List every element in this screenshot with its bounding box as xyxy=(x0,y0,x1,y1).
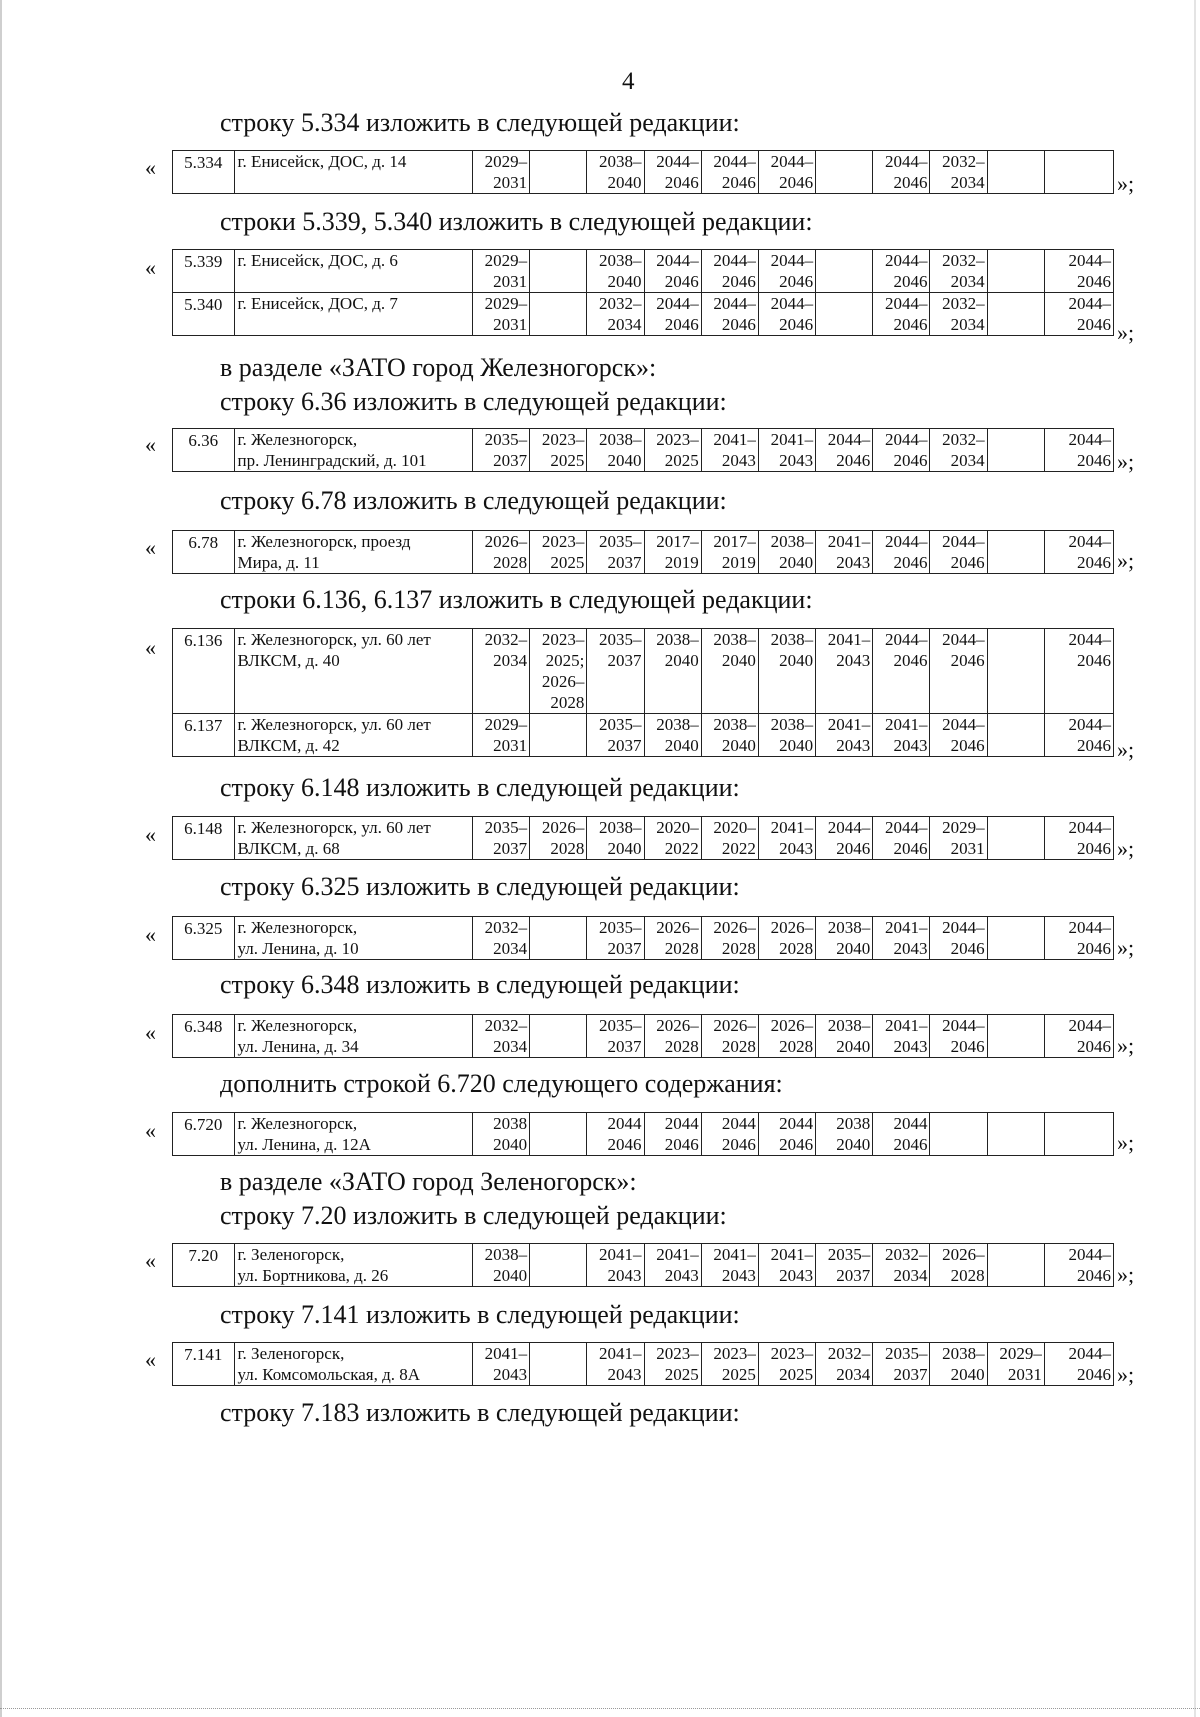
year-cell: 2023– 2025 xyxy=(530,429,587,472)
year-cell: 2035– 2037 xyxy=(587,1015,644,1058)
instruction-6-720: дополнить строкой 6.720 следующего содержания: xyxy=(220,1069,783,1098)
row-number: 6.78 xyxy=(173,531,235,574)
year-cell: 2026– 2028 xyxy=(758,1015,815,1058)
instruction-6-348: строку 6.348 изложить в следующей редакции: xyxy=(220,970,740,999)
address-line: г. Енисейск, ДОС, д. 14 xyxy=(237,152,407,171)
address-line: ВЛКСМ, д. 40 xyxy=(237,651,340,670)
year-cell: 2041– 2043 xyxy=(816,531,873,574)
table-row xyxy=(173,429,1114,472)
amendment-table-6-348 xyxy=(172,1014,1114,1058)
year-cell: 2044 2046 xyxy=(758,1113,815,1156)
year-cell: 2023– 2025 xyxy=(644,1343,701,1386)
year-cell xyxy=(1044,1113,1113,1156)
table-row xyxy=(173,1244,1114,1287)
year-cell: 2029– 2031 xyxy=(930,817,987,860)
year-cell: 2038– 2040 xyxy=(701,714,758,757)
year-cell xyxy=(987,293,1044,336)
year-cell: 2041– 2043 xyxy=(873,917,930,960)
year-cell xyxy=(530,1244,587,1287)
year-cell xyxy=(987,917,1044,960)
year-cell: 2044– 2046 xyxy=(873,250,930,293)
address-cell xyxy=(234,917,472,960)
address-cell xyxy=(234,714,472,757)
year-cell xyxy=(987,531,1044,574)
address-line: г. Железногорск, ул. 60 лет xyxy=(237,630,431,649)
close-quote: »; xyxy=(1117,1362,1135,1387)
address-cell xyxy=(234,531,472,574)
close-quote: »; xyxy=(1117,171,1135,196)
open-quote: « xyxy=(145,1118,156,1143)
year-cell: 2044– 2046 xyxy=(1044,250,1113,293)
year-cell: 2044– 2046 xyxy=(701,293,758,336)
year-cell: 2026– 2028 xyxy=(644,917,701,960)
year-cell: 2044– 2046 xyxy=(644,293,701,336)
year-cell: 2023– 2025 xyxy=(701,1343,758,1386)
open-quote: « xyxy=(145,535,156,560)
instruction-6-78: строку 6.78 изложить в следующей редакции: xyxy=(220,486,727,515)
year-cell: 2038– 2040 xyxy=(587,151,644,194)
year-cell xyxy=(987,1244,1044,1287)
year-cell: 2041– 2043 xyxy=(587,1343,644,1386)
year-cell xyxy=(987,429,1044,472)
open-quote: « xyxy=(145,1020,156,1045)
year-cell: 2038– 2040 xyxy=(644,629,701,714)
year-cell: 2032– 2034 xyxy=(587,293,644,336)
close-quote: »; xyxy=(1117,1033,1135,1058)
amendment-table-6-148 xyxy=(172,816,1114,860)
year-cell: 2023– 2025; 2026– 2028 xyxy=(530,629,587,714)
year-cell xyxy=(987,817,1044,860)
close-quote: »; xyxy=(1117,737,1135,762)
year-cell: 2044– 2046 xyxy=(1044,1244,1113,1287)
amendment-table-7-141 xyxy=(172,1342,1114,1386)
year-cell: 2029– 2031 xyxy=(472,151,529,194)
row-number: 6.136 xyxy=(173,629,235,714)
table-row xyxy=(173,629,1114,714)
year-cell xyxy=(816,293,873,336)
address-line: г. Железногорск, ул. 60 лет xyxy=(237,715,431,734)
year-cell xyxy=(530,1343,587,1386)
table-row xyxy=(173,1343,1114,1386)
year-cell: 2029– 2031 xyxy=(987,1343,1044,1386)
row-number: 6.36 xyxy=(173,429,235,472)
address-line: г. Енисейск, ДОС, д. 7 xyxy=(237,294,398,313)
year-cell: 2032– 2034 xyxy=(930,151,987,194)
table-row xyxy=(173,1113,1114,1156)
table-row xyxy=(173,531,1114,574)
year-cell: 2044– 2046 xyxy=(1044,714,1113,757)
address-line: г. Зеленогорск, xyxy=(237,1245,345,1264)
year-cell: 2032– 2034 xyxy=(472,917,529,960)
address-cell xyxy=(234,817,472,860)
address-line: г. Железногорск, xyxy=(237,430,358,449)
year-cell xyxy=(987,629,1044,714)
year-cell: 2044– 2046 xyxy=(873,151,930,194)
year-cell: 2023– 2025 xyxy=(644,429,701,472)
year-cell: 2038– 2040 xyxy=(816,917,873,960)
year-cell: 2044– 2046 xyxy=(644,151,701,194)
year-cell: 2038– 2040 xyxy=(587,817,644,860)
amendment-table-6-36 xyxy=(172,428,1114,472)
year-cell xyxy=(1044,151,1113,194)
address-line: г. Железногорск, xyxy=(237,918,358,937)
year-cell: 2035– 2037 xyxy=(873,1343,930,1386)
year-cell: 2038– 2040 xyxy=(472,1244,529,1287)
year-cell: 2041– 2043 xyxy=(644,1244,701,1287)
bottom-scan-edge xyxy=(0,1708,1200,1710)
year-cell: 2041– 2043 xyxy=(701,429,758,472)
open-quote: « xyxy=(145,922,156,947)
year-cell: 2044– 2046 xyxy=(758,293,815,336)
address-line: г. Железногорск, xyxy=(237,1016,358,1035)
close-quote: »; xyxy=(1117,935,1135,960)
address-cell xyxy=(234,1113,472,1156)
table-row xyxy=(173,917,1114,960)
address-cell xyxy=(234,1244,472,1287)
year-cell: 2029– 2031 xyxy=(472,250,529,293)
instruction-7-183: строку 7.183 изложить в следующей редакции: xyxy=(220,1398,740,1427)
year-cell: 2038– 2040 xyxy=(758,531,815,574)
year-cell: 2023– 2025 xyxy=(530,531,587,574)
year-cell: 2035– 2037 xyxy=(587,714,644,757)
address-line: пр. Ленинградский, д. 101 xyxy=(237,451,427,470)
address-cell xyxy=(234,151,472,194)
instruction-6-136-6-137: строки 6.136, 6.137 изложить в следующей редакции: xyxy=(220,585,813,614)
row-number: 7.141 xyxy=(173,1343,235,1386)
year-cell: 2044– 2046 xyxy=(701,151,758,194)
row-number: 6.348 xyxy=(173,1015,235,1058)
year-cell xyxy=(530,714,587,757)
row-number: 6.720 xyxy=(173,1113,235,1156)
year-cell: 2038– 2040 xyxy=(701,629,758,714)
year-cell: 2044– 2046 xyxy=(930,714,987,757)
year-cell: 2041– 2043 xyxy=(873,1015,930,1058)
amendment-table-6-325 xyxy=(172,916,1114,960)
year-cell: 2044– 2046 xyxy=(873,817,930,860)
close-quote: »; xyxy=(1117,836,1135,861)
close-quote: »; xyxy=(1117,449,1135,474)
year-cell: 2038 2040 xyxy=(816,1113,873,1156)
page-number: 4 xyxy=(622,68,635,95)
year-cell xyxy=(987,250,1044,293)
year-cell: 2023– 2025 xyxy=(758,1343,815,1386)
address-line: г. Железногорск, проезд xyxy=(237,532,411,551)
year-cell: 2041– 2043 xyxy=(701,1244,758,1287)
instruction-5-334: строку 5.334 изложить в следующей редакции: xyxy=(220,108,740,137)
address-line: ВЛКСМ, д. 42 xyxy=(237,736,340,755)
year-cell: 2035– 2037 xyxy=(472,817,529,860)
year-cell: 2026– 2028 xyxy=(644,1015,701,1058)
amendment-table-7-20 xyxy=(172,1243,1114,1287)
amendment-table-6-78 xyxy=(172,530,1114,574)
close-quote: »; xyxy=(1117,548,1135,573)
year-cell xyxy=(816,151,873,194)
table-row xyxy=(173,250,1114,293)
year-cell: 2044– 2046 xyxy=(930,917,987,960)
year-cell: 2032– 2034 xyxy=(930,250,987,293)
year-cell: 2035– 2037 xyxy=(587,917,644,960)
table-row xyxy=(173,151,1114,194)
close-quote: »; xyxy=(1117,1262,1135,1287)
year-cell: 2032– 2034 xyxy=(472,1015,529,1058)
year-cell: 2026– 2028 xyxy=(530,817,587,860)
year-cell: 2044– 2046 xyxy=(1044,817,1113,860)
year-cell: 2026– 2028 xyxy=(701,917,758,960)
year-cell: 2044– 2046 xyxy=(930,531,987,574)
instruction-5-339-5-340: строки 5.339, 5.340 изложить в следующей редакции: xyxy=(220,207,813,236)
year-cell: 2029– 2031 xyxy=(472,293,529,336)
address-line: ул. Ленина, д. 10 xyxy=(237,939,359,958)
year-cell: 2044 2046 xyxy=(587,1113,644,1156)
year-cell: 2044 2046 xyxy=(873,1113,930,1156)
year-cell: 2038– 2040 xyxy=(816,1015,873,1058)
year-cell: 2041– 2043 xyxy=(587,1244,644,1287)
year-cell: 2041– 2043 xyxy=(816,629,873,714)
instruction-6-148: строку 6.148 изложить в следующей редакции: xyxy=(220,773,740,802)
year-cell xyxy=(530,250,587,293)
open-quote: « xyxy=(145,155,156,180)
address-line: ул. Комсомольская, д. 8А xyxy=(237,1365,420,1384)
amendment-table-6-136-6-137 xyxy=(172,628,1114,757)
address-line: ул. Ленина, д. 34 xyxy=(237,1037,359,1056)
year-cell: 2044 2046 xyxy=(644,1113,701,1156)
address-cell xyxy=(234,250,472,293)
address-cell xyxy=(234,629,472,714)
year-cell xyxy=(530,917,587,960)
year-cell: 2038– 2040 xyxy=(587,250,644,293)
address-line: г. Зеленогорск, xyxy=(237,1344,345,1363)
year-cell xyxy=(987,714,1044,757)
year-cell: 2044– 2046 xyxy=(1044,429,1113,472)
close-quote: »; xyxy=(1117,1130,1135,1155)
year-cell: 2044– 2046 xyxy=(1044,917,1113,960)
table-row xyxy=(173,293,1114,336)
year-cell: 2035– 2037 xyxy=(472,429,529,472)
open-quote: « xyxy=(145,1347,156,1372)
year-cell: 2041– 2043 xyxy=(758,817,815,860)
instruction-6-36: строку 6.36 изложить в следующей редакции: xyxy=(220,387,727,416)
row-number: 5.339 xyxy=(173,250,235,293)
year-cell: 2020– 2022 xyxy=(701,817,758,860)
year-cell xyxy=(530,1015,587,1058)
table-row xyxy=(173,1015,1114,1058)
amendment-table-5-334 xyxy=(172,150,1114,194)
year-cell: 2044 2046 xyxy=(701,1113,758,1156)
year-cell xyxy=(530,293,587,336)
year-cell: 2032– 2034 xyxy=(930,293,987,336)
year-cell: 2017– 2019 xyxy=(701,531,758,574)
year-cell: 2032– 2034 xyxy=(816,1343,873,1386)
address-line: Мира, д. 11 xyxy=(237,553,320,572)
year-cell: 2026– 2028 xyxy=(758,917,815,960)
year-cell: 2026– 2028 xyxy=(472,531,529,574)
address-line: г. Железногорск, xyxy=(237,1114,358,1133)
year-cell: 2044– 2046 xyxy=(816,429,873,472)
year-cell: 2041– 2043 xyxy=(758,429,815,472)
year-cell: 2038– 2040 xyxy=(758,629,815,714)
open-quote: « xyxy=(145,255,156,280)
year-cell: 2032– 2034 xyxy=(873,1244,930,1287)
year-cell: 2044– 2046 xyxy=(873,293,930,336)
open-quote: « xyxy=(145,822,156,847)
address-line: ул. Ленина, д. 12А xyxy=(237,1135,371,1154)
amendment-table-5-339-5-340 xyxy=(172,249,1114,336)
year-cell: 2044– 2046 xyxy=(816,817,873,860)
year-cell: 2044– 2046 xyxy=(1044,1015,1113,1058)
year-cell xyxy=(930,1113,987,1156)
year-cell: 2029– 2031 xyxy=(472,714,529,757)
section-heading-zheleznogorsk: в разделе «ЗАТО город Железногорск»: xyxy=(220,353,657,382)
year-cell xyxy=(530,151,587,194)
year-cell: 2044– 2046 xyxy=(873,531,930,574)
address-line: г. Енисейск, ДОС, д. 6 xyxy=(237,251,398,270)
row-number: 7.20 xyxy=(173,1244,235,1287)
year-cell: 2041– 2043 xyxy=(873,714,930,757)
instruction-6-325: строку 6.325 изложить в следующей редакции: xyxy=(220,872,740,901)
year-cell: 2041– 2043 xyxy=(472,1343,529,1386)
page-right-edge xyxy=(1194,0,1196,1717)
year-cell: 2026– 2028 xyxy=(701,1015,758,1058)
year-cell: 2044– 2046 xyxy=(873,429,930,472)
year-cell: 2044– 2046 xyxy=(701,250,758,293)
year-cell: 2044– 2046 xyxy=(758,250,815,293)
page-left-edge xyxy=(0,0,2,1717)
instruction-7-20: строку 7.20 изложить в следующей редакции: xyxy=(220,1201,727,1230)
year-cell: 2038– 2040 xyxy=(587,429,644,472)
year-cell: 2044– 2046 xyxy=(1044,629,1113,714)
year-cell: 2035– 2037 xyxy=(587,629,644,714)
year-cell: 2020– 2022 xyxy=(644,817,701,860)
address-cell xyxy=(234,429,472,472)
year-cell: 2044– 2046 xyxy=(930,629,987,714)
year-cell xyxy=(816,250,873,293)
row-number: 6.148 xyxy=(173,817,235,860)
year-cell: 2038– 2040 xyxy=(758,714,815,757)
year-cell: 2041– 2043 xyxy=(758,1244,815,1287)
address-line: ВЛКСМ, д. 68 xyxy=(237,839,340,858)
address-line: г. Железногорск, ул. 60 лет xyxy=(237,818,431,837)
open-quote: « xyxy=(145,432,156,457)
row-number: 5.340 xyxy=(173,293,235,336)
year-cell: 2035– 2037 xyxy=(816,1244,873,1287)
section-heading-zelenogorsk: в разделе «ЗАТО город Зеленогорск»: xyxy=(220,1167,637,1196)
year-cell: 2026– 2028 xyxy=(930,1244,987,1287)
year-cell: 2044– 2046 xyxy=(873,629,930,714)
year-cell: 2032– 2034 xyxy=(472,629,529,714)
year-cell: 2044– 2046 xyxy=(1044,293,1113,336)
year-cell: 2044– 2046 xyxy=(758,151,815,194)
amendment-table-6-720 xyxy=(172,1112,1114,1156)
open-quote: « xyxy=(145,635,156,660)
close-quote: »; xyxy=(1117,320,1135,345)
year-cell: 2044– 2046 xyxy=(1044,1343,1113,1386)
table-row xyxy=(173,817,1114,860)
address-cell xyxy=(234,1343,472,1386)
open-quote: « xyxy=(145,1248,156,1273)
year-cell: 2044– 2046 xyxy=(1044,531,1113,574)
year-cell: 2044– 2046 xyxy=(930,1015,987,1058)
year-cell xyxy=(530,1113,587,1156)
year-cell: 2041– 2043 xyxy=(816,714,873,757)
row-number: 6.325 xyxy=(173,917,235,960)
year-cell: 2038 2040 xyxy=(472,1113,529,1156)
year-cell xyxy=(987,151,1044,194)
year-cell xyxy=(987,1113,1044,1156)
table-row xyxy=(173,714,1114,757)
year-cell: 2032– 2034 xyxy=(930,429,987,472)
year-cell: 2038– 2040 xyxy=(930,1343,987,1386)
row-number: 6.137 xyxy=(173,714,235,757)
row-number: 5.334 xyxy=(173,151,235,194)
instruction-7-141: строку 7.141 изложить в следующей редакции: xyxy=(220,1300,740,1329)
year-cell: 2044– 2046 xyxy=(644,250,701,293)
address-cell xyxy=(234,1015,472,1058)
year-cell xyxy=(987,1015,1044,1058)
year-cell: 2017– 2019 xyxy=(644,531,701,574)
year-cell: 2035– 2037 xyxy=(587,531,644,574)
address-cell xyxy=(234,293,472,336)
address-line: ул. Бортникова, д. 26 xyxy=(237,1266,389,1285)
year-cell: 2038– 2040 xyxy=(644,714,701,757)
